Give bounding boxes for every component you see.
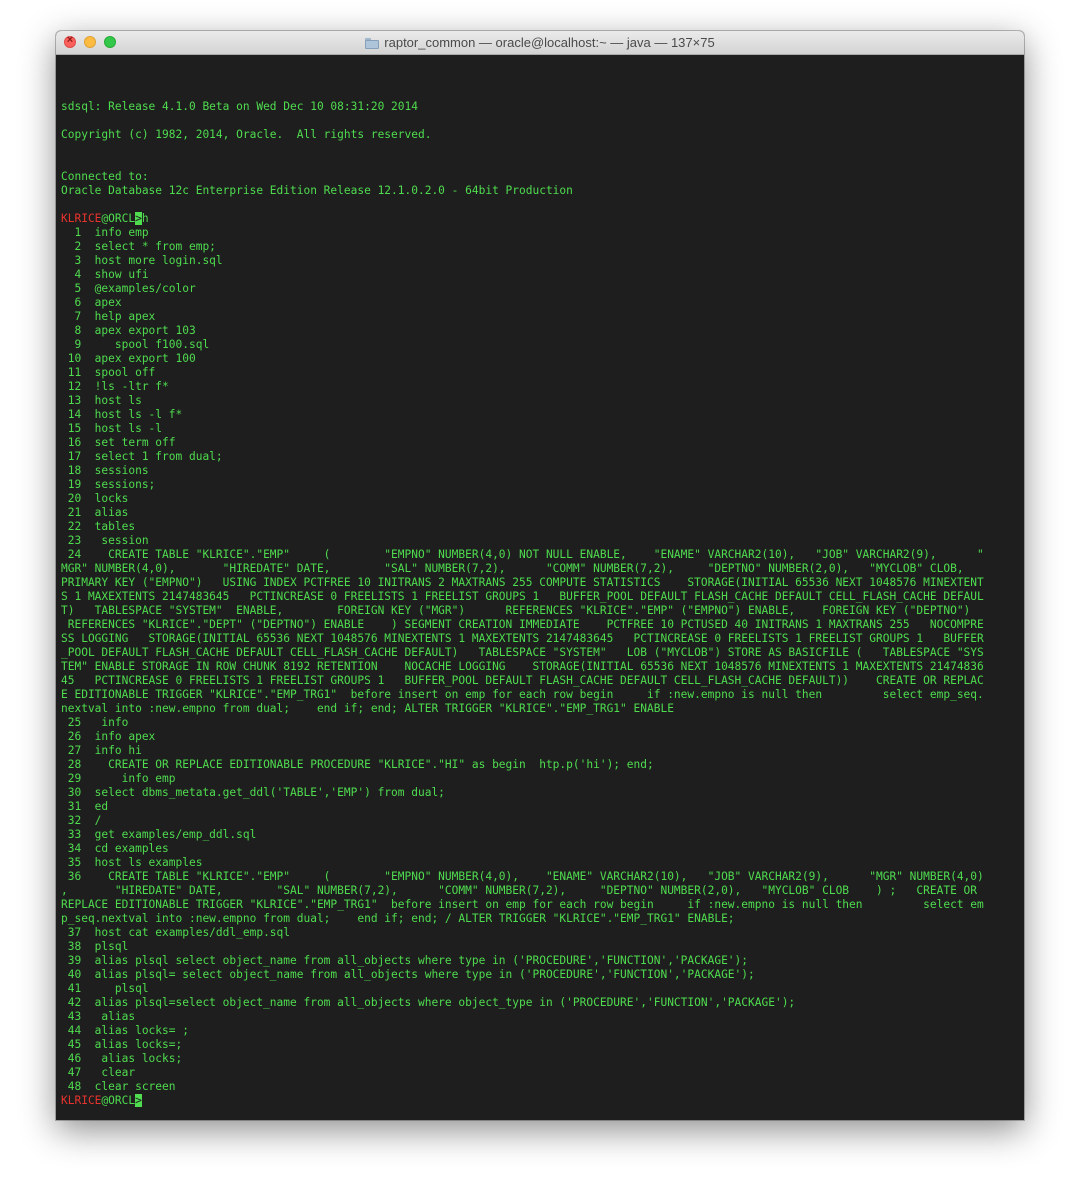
terminal-window	[56, 31, 1024, 1120]
history-line: 18 sessions	[61, 464, 149, 477]
history-line: 24 CREATE TABLE "KLRICE"."EMP" ( "EMPNO" NUMBER(4,0) NOT NULL ENABLE, "ENAME" VARCHAR2(10), "JOB" VARCHAR2(9), "	[61, 548, 984, 561]
zoom-button[interactable]	[104, 36, 116, 48]
history-line: 9 spool f100.sql	[61, 338, 210, 351]
prompt-command: h	[141, 212, 149, 225]
history-line: 25 info	[61, 716, 129, 729]
history-line: 33 get examples/emp_ddl.sql	[61, 828, 257, 841]
history-line: 37 host cat examples/ddl_emp.sql	[61, 926, 291, 939]
history-line: 2 select * from emp;	[61, 240, 216, 253]
history-line: 5 @examples/color	[61, 282, 196, 295]
history-line: p_seq.nextval into :new.empno from dual; end if; end; / ALTER TRIGGER "KLRICE"."EMP_TRG1" ENABLE;	[61, 912, 735, 925]
window-title-group	[365, 35, 714, 50]
history-line: S 1 MAXEXTENTS 2147483645 PCTINCREASE 0 FREELISTS 1 FREELIST GROUPS 1 BUFFER_POOL DEFAULT FLASH_CACHE DEFAULT CELL_FLASH_CACHE DEFAUL	[61, 590, 984, 603]
history-line: 44 alias locks= ;	[61, 1024, 189, 1037]
output-line: sdsql: Release 4.1.0 Beta on Wed Dec 10 08:31:20 2014	[61, 100, 418, 113]
history-line: 1 info emp	[61, 226, 149, 239]
history-line: 36 CREATE TABLE "KLRICE"."EMP" ( "EMPNO" NUMBER(4,0), "ENAME" VARCHAR2(10), "JOB" VARCHAR2(9), "MGR" NUMBER(4,0)	[61, 870, 984, 883]
history-line: 29 info emp	[61, 772, 176, 785]
history-line: , "HIREDATE" DATE, "SAL" NUMBER(7,2), "COMM" NUMBER(7,2), "DEPTNO" NUMBER(2,0), "MYCLOB" CLOB ) ; CREATE OR	[61, 884, 978, 897]
output-line	[61, 142, 1024, 156]
history-line: 43 alias	[61, 1010, 136, 1023]
close-button[interactable]	[64, 36, 76, 48]
text-cursor: >	[135, 1094, 142, 1107]
history-line: 30 select dbms_metata.get_ddl('TABLE','EMP') from dual;	[61, 786, 445, 799]
history-line: T) TABLESPACE "SYSTEM" ENABLE, FOREIGN KEY ("MGR") REFERENCES "KLRICE"."EMP" ("EMPNO") ENABLE, FOREIGN KEY ("DEPTNO")	[61, 604, 971, 617]
history-line: 3 host more login.sql	[61, 254, 223, 267]
prompt-host: @ORCL	[101, 212, 136, 225]
window-title: raptor_common — oracle@localhost:~ — java — 137×75	[384, 35, 715, 50]
history-line: 6 apex	[61, 296, 122, 309]
history-line: 27 info hi	[61, 744, 142, 757]
traffic-lights	[64, 36, 116, 48]
history-line: 16 set term off	[61, 436, 176, 449]
history-line: 11 spool off	[61, 366, 156, 379]
history-line: _POOL DEFAULT FLASH_CACHE DEFAULT CELL_FLASH_CACHE DEFAULT) TABLESPACE "SYSTEM" LOB ("MYCLOB") STORE AS BASICFILE ( TABLESPACE "SYS	[61, 646, 984, 659]
history-line: 45 alias locks=;	[61, 1038, 183, 1051]
history-line: 10 apex export 100	[61, 352, 196, 365]
history-line: 4 show ufi	[61, 268, 149, 281]
history-line: PRIMARY KEY ("EMPNO") USING INDEX PCTFREE 10 INITRANS 2 MAXTRANS 255 COMPUTE STATISTICS STORAGE(INITIAL 65536 NEXT 1048576 MINEXTENT	[61, 576, 984, 589]
folder-icon	[365, 38, 379, 49]
history-line: SS LOGGING STORAGE(INITIAL 65536 NEXT 1048576 MINEXTENTS 1 MAXEXTENTS 2147483645 PCTINCREASE 0 FREELISTS 1 FREELIST GROUPS 1 BUFFER	[61, 632, 984, 645]
output-line	[61, 156, 1024, 170]
output-line: Connected to:	[61, 170, 149, 183]
history-line: REPLACE EDITIONABLE TRIGGER "KLRICE"."EMP_TRG1" before insert on emp for each row begin if :new.empno is null then select em	[61, 898, 984, 911]
prompt-line	[61, 1094, 1024, 1108]
history-line: 39 alias plsql select object_name from all_objects where type in ('PROCEDURE','FUNCTION','PACKAGE');	[61, 954, 749, 967]
text-cursor: >	[135, 212, 142, 225]
minimize-button[interactable]	[84, 36, 96, 48]
prompt-host: @ORCL	[101, 1094, 136, 1107]
history-line: 17 select 1 from dual;	[61, 450, 223, 463]
prompt-line	[61, 212, 1024, 226]
history-line: REFERENCES "KLRICE"."DEPT" ("DEPTNO") ENABLE ) SEGMENT CREATION IMMEDIATE PCTFREE 10 PCTUSED 40 INITRANS 1 MAXTRANS 255 NOCOMPRE	[61, 618, 984, 631]
terminal-output[interactable]	[56, 55, 1024, 1120]
history-line: 13 host ls	[61, 394, 142, 407]
history-line: 7 help apex	[61, 310, 156, 323]
history-line: 42 alias plsql=select object_name from all_objects where object_type in ('PROCEDURE','FUNCTION','PACKAGE');	[61, 996, 796, 1009]
history-line: MGR" NUMBER(4,0), "HIREDATE" DATE, "SAL" NUMBER(7,2), "COMM" NUMBER(7,2), "DEPTNO" NUMBER(2,0), "MYCLOB" CLOB,	[61, 562, 964, 575]
history-line: TEM" ENABLE STORAGE IN ROW CHUNK 8192 RETENTION NOCACHE LOGGING STORAGE(INITIAL 65536 NEXT 1048576 MINEXTENTS 1 MAXEXTENTS 21474836	[61, 660, 984, 673]
history-line: 23 session	[61, 534, 149, 547]
history-line: 19 sessions;	[61, 478, 156, 491]
history-line: 15 host ls -l	[61, 422, 163, 435]
history-line: 41 plsql	[61, 982, 149, 995]
history-line: 28 CREATE OR REPLACE EDITIONABLE PROCEDURE "KLRICE"."HI" as begin htp.p('hi'); end;	[61, 758, 654, 771]
history-line: 32 /	[61, 814, 102, 827]
history-line: 26 info apex	[61, 730, 156, 743]
history-line: 47 clear	[61, 1066, 136, 1079]
history-line: 8 apex export 103	[61, 324, 196, 337]
history-line: 40 alias plsql= select object_name from all_objects where type in ('PROCEDURE','FUNCTION','PACKAGE');	[61, 968, 755, 981]
output-line	[61, 198, 1024, 212]
prompt-user: KLRICE	[61, 1094, 102, 1107]
history-line: 20 locks	[61, 492, 129, 505]
title-bar[interactable]	[56, 31, 1024, 55]
history-line: 35 host ls examples	[61, 856, 203, 869]
history-line: E EDITIONABLE TRIGGER "KLRICE"."EMP_TRG1" before insert on emp for each row begin if :new.empno is null then select emp_seq.	[61, 688, 984, 701]
output-line	[61, 114, 1024, 128]
history-line: 46 alias locks;	[61, 1052, 183, 1065]
history-line: 45 PCTINCREASE 0 FREELISTS 1 FREELIST GROUPS 1 BUFFER_POOL DEFAULT FLASH_CACHE DEFAULT CELL_FLASH_CACHE DEFAULT)) CREATE OR REPLAC	[61, 674, 984, 687]
history-line: 14 host ls -l f*	[61, 408, 183, 421]
history-line: 22 tables	[61, 520, 136, 533]
history-line: 21 alias	[61, 506, 129, 519]
prompt-user: KLRICE	[61, 212, 102, 225]
history-line: 12 !ls -ltr f*	[61, 380, 169, 393]
history-line: 34 cd examples	[61, 842, 169, 855]
history-line: 38 plsql	[61, 940, 129, 953]
history-line: 48 clear screen	[61, 1080, 176, 1093]
output-line: Copyright (c) 1982, 2014, Oracle. All rights reserved.	[61, 128, 432, 141]
history-line: 31 ed	[61, 800, 109, 813]
output-line: Oracle Database 12c Enterprise Edition Release 12.1.0.2.0 - 64bit Production	[61, 184, 573, 197]
history-line: nextval into :new.empno from dual; end if; end; ALTER TRIGGER "KLRICE"."EMP_TRG1" ENABLE	[61, 702, 674, 715]
